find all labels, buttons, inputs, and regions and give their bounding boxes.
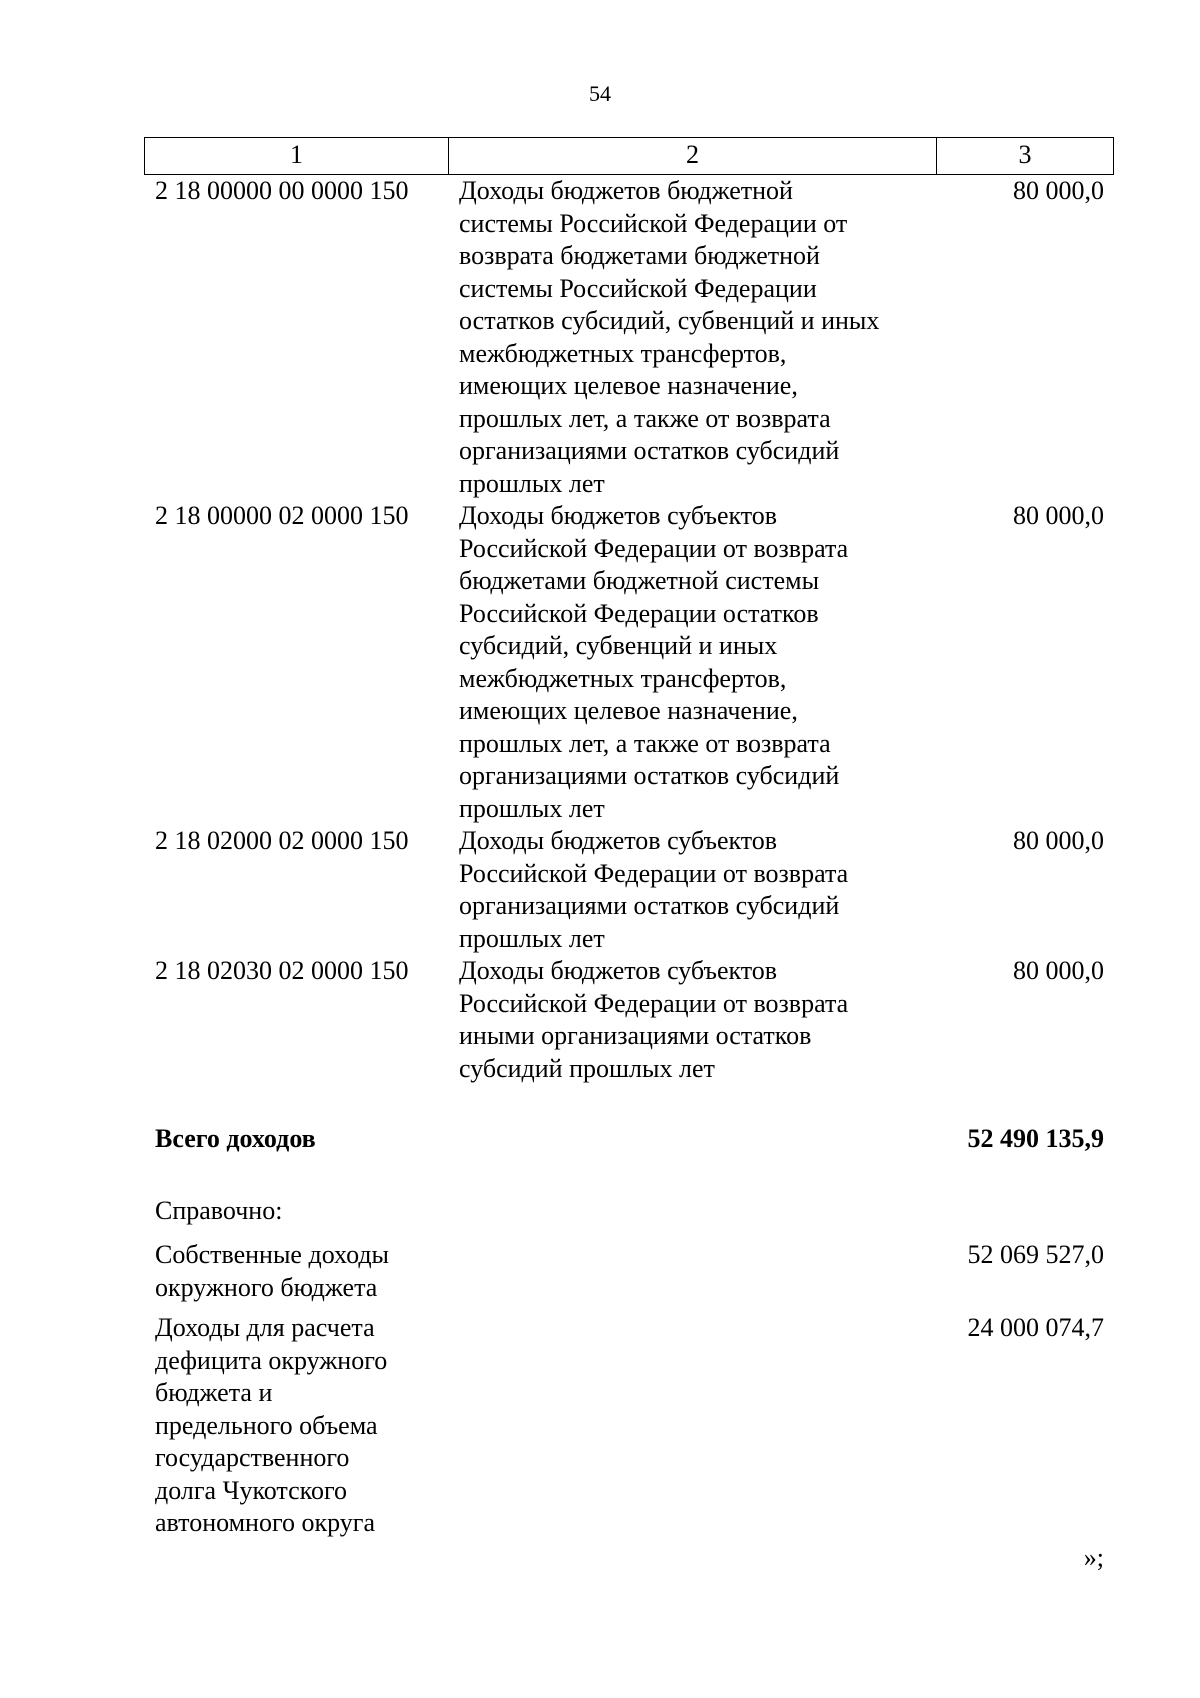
- row-name: [448, 825, 936, 955]
- row-name-line: Российской Федерации остатков: [459, 598, 819, 628]
- reference-item: [155, 1312, 1104, 1540]
- row-name-line: организациями остатков субсидий: [459, 436, 840, 465]
- row-name-line: прошлых лет, а также от возврата: [459, 403, 831, 433]
- row-name-line: имеющих целевое назначение,: [459, 696, 798, 725]
- row-code: 2 18 02000 02 0000 150: [155, 826, 409, 855]
- table-body: [144, 175, 1114, 1085]
- row-amount: 80 000,0: [1013, 501, 1104, 530]
- reference-label-line: автономного округа: [155, 1508, 375, 1537]
- total-value: 52 490 135,9: [967, 1124, 1104, 1153]
- reference-label-line: дефицита окружного: [155, 1345, 388, 1375]
- row-name-line: прошлых лет: [459, 923, 605, 953]
- row-name-line: Доходы бюджетов субъектов: [459, 826, 778, 855]
- row-name-line: системы Российской Федерации: [459, 273, 817, 303]
- table-row: [144, 825, 1114, 955]
- column-header-1: 1: [145, 138, 449, 174]
- row-name-line: Доходы бюджетов субъектов: [459, 501, 778, 530]
- row-name: [448, 175, 936, 500]
- table-header: [144, 137, 1114, 175]
- row-name-line: остатков субсидий, субвенций и иных: [459, 306, 880, 335]
- closing-quote-mark: »;: [1083, 1543, 1104, 1572]
- row-name-line: системы Российской Федерации от: [459, 208, 848, 238]
- row-name-line: Доходы бюджетов субъектов: [459, 956, 778, 985]
- page-number: 54: [589, 81, 611, 106]
- row-code: 2 18 02030 02 0000 150: [155, 956, 409, 985]
- row-name-line: Российской Федерации от возврата: [459, 988, 849, 1018]
- reference-label-line: Собственные доходы: [155, 1240, 390, 1269]
- row-name-line: межбюджетных трансфертов,: [459, 663, 787, 693]
- row-name-line: иными организациями остатков: [459, 1021, 812, 1050]
- reference-label: [155, 1312, 430, 1540]
- column-header-2: 2: [449, 138, 937, 174]
- column-header-3: 3: [1018, 140, 1032, 169]
- row-code: 2 18 00000 02 0000 150: [155, 501, 409, 530]
- row-name-line: прошлых лет, а также от возврата: [459, 728, 831, 758]
- reference-value: 52 069 527,0: [967, 1240, 1104, 1269]
- reference-label-line: предельного объема: [155, 1410, 378, 1440]
- row-name-line: организациями остатков субсидий: [459, 891, 840, 920]
- row-amount: 80 000,0: [1013, 826, 1104, 855]
- row-name: [448, 500, 936, 825]
- row-name-line: прошлых лет: [459, 468, 605, 498]
- row-name-line: Российской Федерации от возврата: [459, 533, 849, 563]
- table-row: [144, 955, 1114, 1085]
- row-name: [448, 955, 936, 1085]
- reference-label-line: долга Чукотского: [155, 1475, 347, 1505]
- reference-label-line: государственного: [155, 1443, 350, 1472]
- row-amount: 80 000,0: [1013, 956, 1104, 985]
- row-name-line: Доходы бюджетов бюджетной: [459, 176, 793, 205]
- row-name-line: прошлых лет: [459, 793, 605, 823]
- row-code: 2 18 00000 00 0000 150: [155, 176, 409, 205]
- total-label: Всего доходов: [155, 1124, 316, 1153]
- reference-label-line: бюджета и: [155, 1378, 273, 1407]
- row-name-line: организациями остатков субсидий: [459, 761, 840, 790]
- total-row: [155, 1123, 1104, 1156]
- row-name-line: субсидий прошлых лет: [459, 1053, 715, 1083]
- table-row: [144, 500, 1114, 825]
- reference-label-line: Доходы для расчета: [155, 1313, 375, 1342]
- reference-value: 24 000 074,7: [967, 1313, 1104, 1342]
- table-row: [144, 175, 1114, 500]
- row-name-line: субсидий, субвенций и иных: [459, 631, 778, 660]
- reference-item: [155, 1239, 1104, 1304]
- row-name-line: бюджетами бюджетной системы: [459, 566, 820, 595]
- row-amount: 80 000,0: [1013, 176, 1104, 205]
- row-name-line: межбюджетных трансфертов,: [459, 338, 787, 368]
- reference-heading: Справочно:: [155, 1196, 283, 1225]
- reference-label-line: окружного бюджета: [155, 1272, 378, 1302]
- reference-label: [155, 1239, 430, 1304]
- row-name-line: имеющих целевое назначение,: [459, 371, 798, 400]
- row-name-line: возврата бюджетами бюджетной: [459, 241, 820, 270]
- row-name-line: Российской Федерации от возврата: [459, 858, 849, 888]
